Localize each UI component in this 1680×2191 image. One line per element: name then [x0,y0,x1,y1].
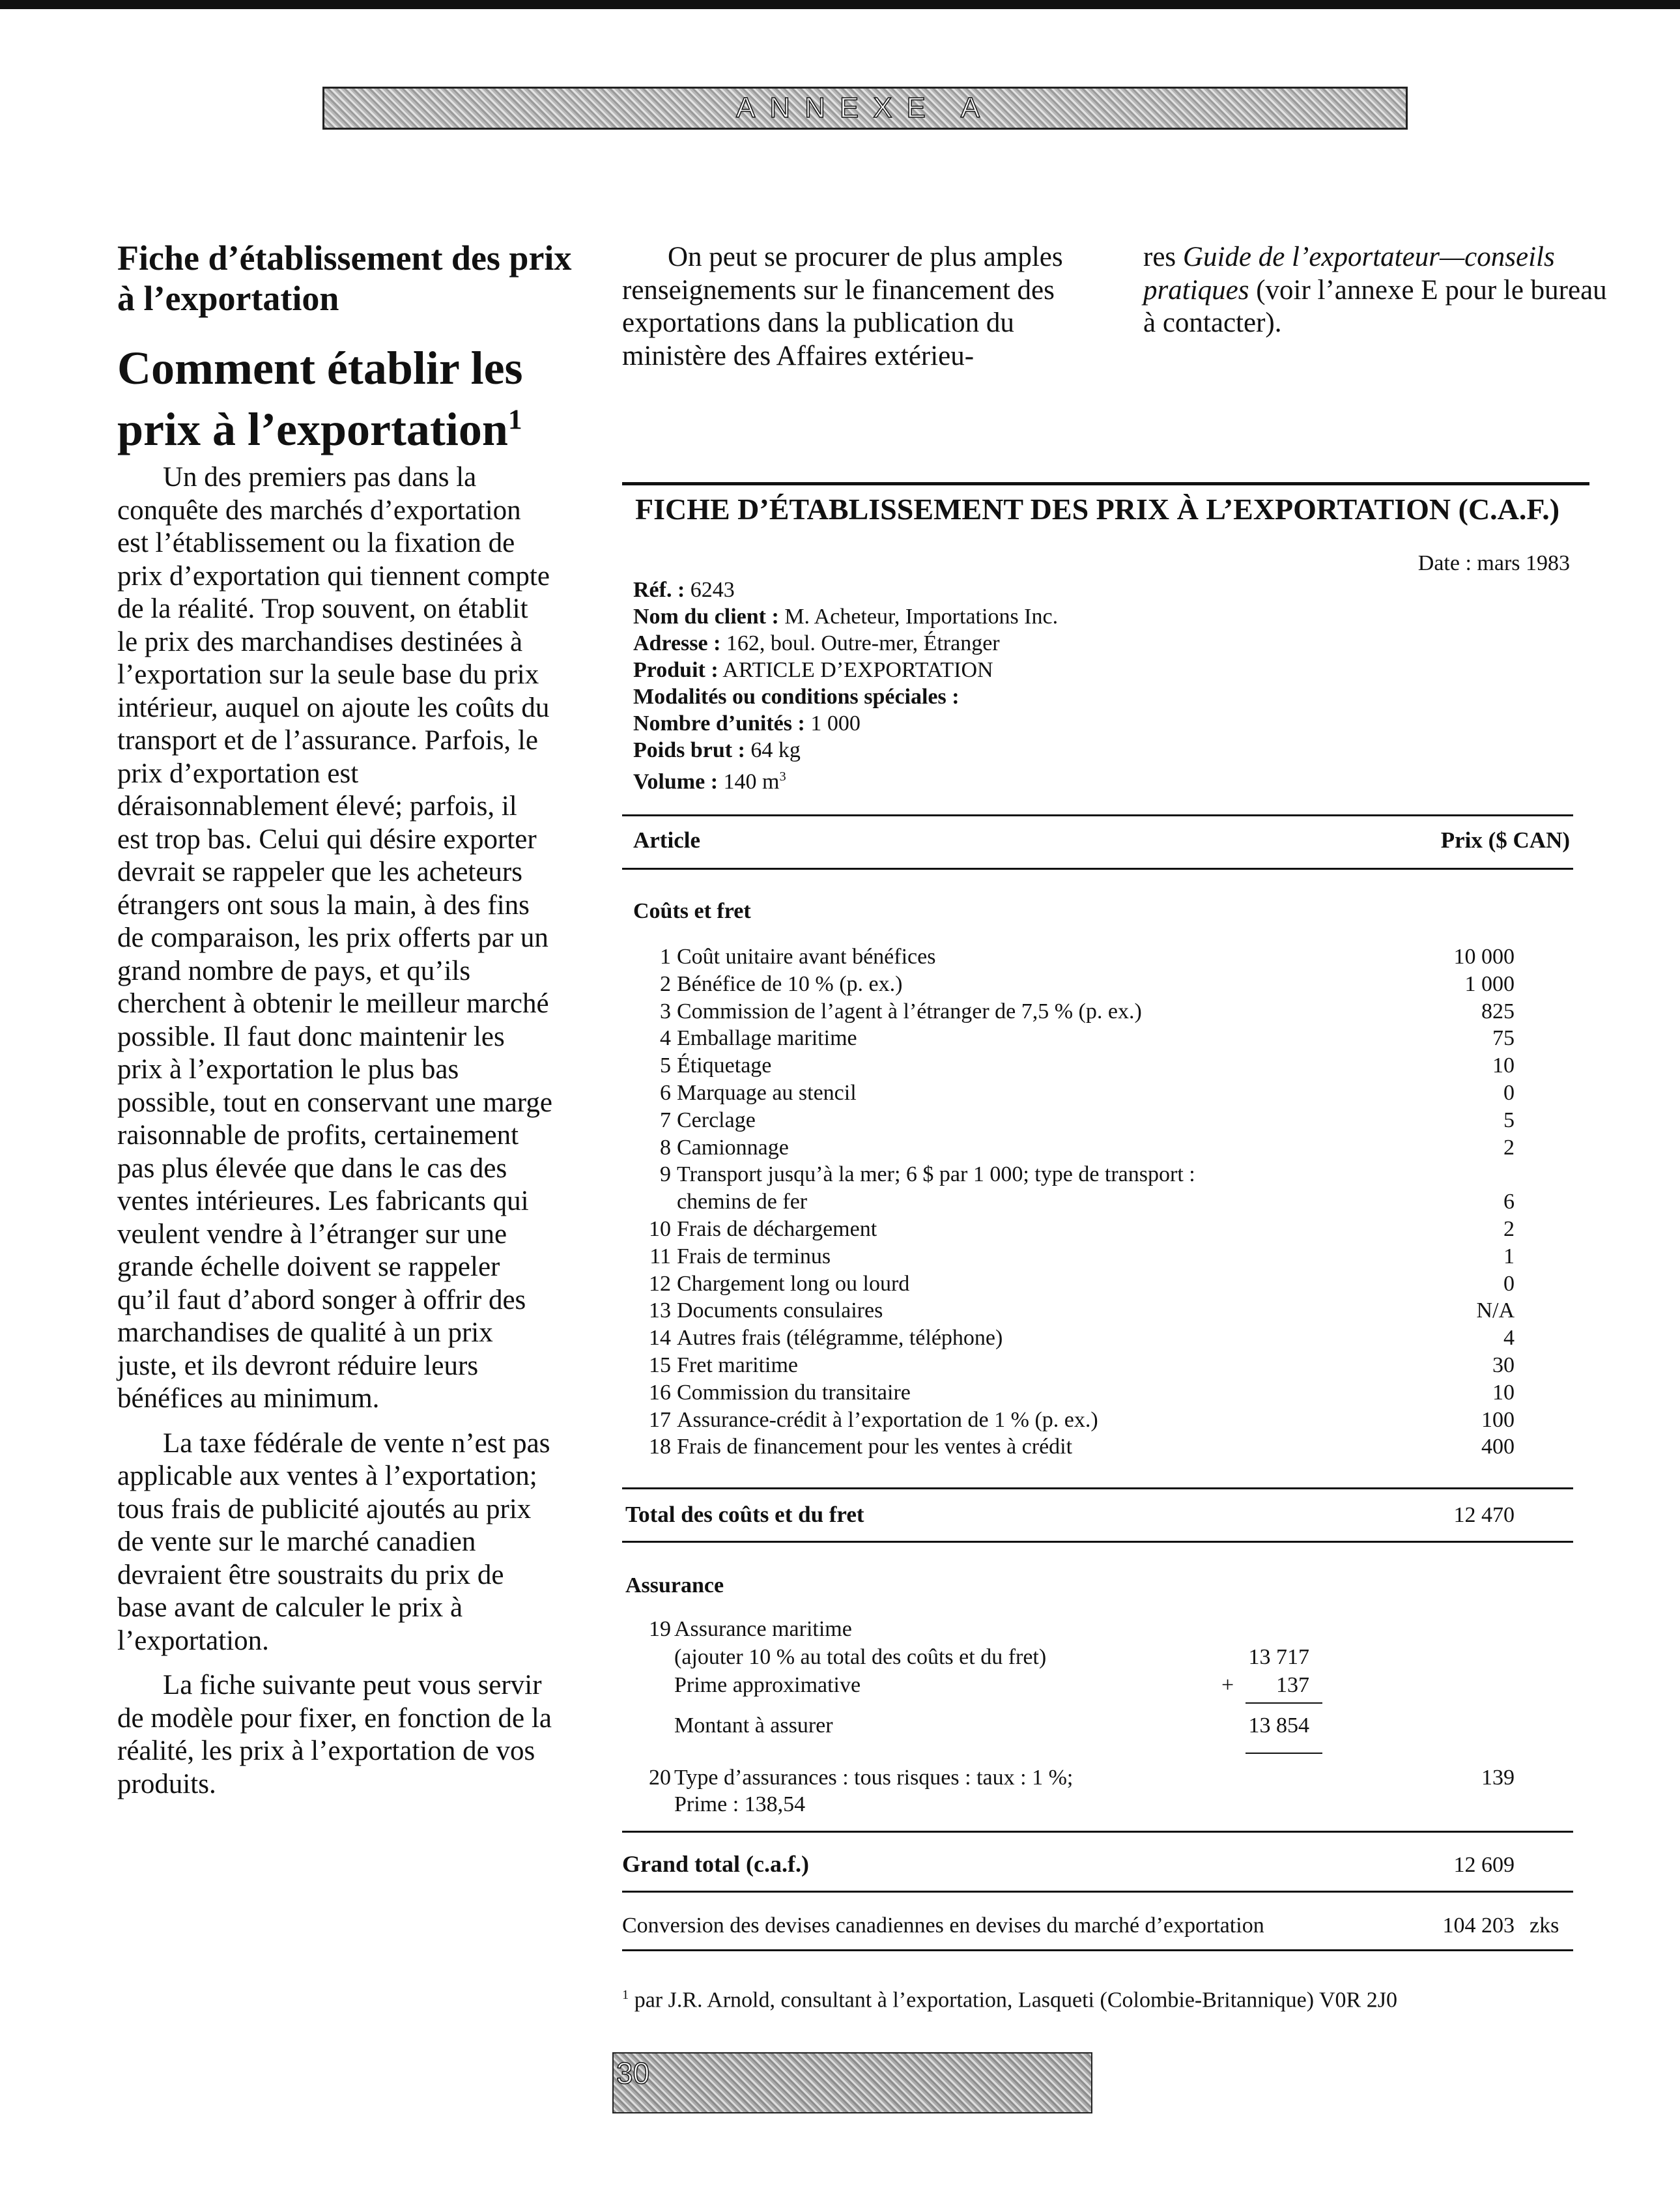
item-value: N/A [1476,1298,1515,1323]
info-client: Nom du client : M. Acheteur, Importations Inc. [633,605,1059,629]
annex-banner [322,87,1408,130]
item-value: 100 [1481,1407,1515,1432]
footer-bar [612,2052,1092,2113]
cost-item-row [632,1080,1576,1106]
cost-item-row [632,1297,1576,1324]
item-number: 5 [660,1053,671,1078]
conversion-unit: zks [1530,1913,1559,1938]
item-value: 400 [1481,1435,1515,1459]
section-insurance-heading: Assurance [625,1573,724,1597]
conversion-rule [622,1949,1573,1951]
column-header-price: Prix ($ CAN) [1440,827,1570,853]
info-volume: Volume : 140 $m^3$ [633,769,786,794]
item-number: 2 [660,971,671,996]
item-label: chemins de fer [677,1190,808,1214]
paragraph-1: Un des premiers pas dans la conquête des marchés d’exportation est l’établissement ou la fixation de prix d’exportation qui tiennent compte de la réalité. Trop souvent, on établit le prix des marchandises destinées à l’exportation sur la seule base du prix intérieur, auquel on ajoute les coûts du transport et de l’assurance. Parfois, le prix d’exportation est déraisonnablement élevé; parfois, il est trop bas. Celui qui désire exporter devrait se rappeler que les acheteurs étrangers ont sous la main, à des fins de comparaison, les prix offerts par un grand nombre de pays, et qu’ils cherchent à obtenir le meilleur marché possible. Il faut donc maintenir les prix à l’exportation le plus bas possible, tout en conservant une marge raisonnable de profits, certainement pas plus élevée que dans le cas des ventes intérieures. Les fabricants qui veulent vendre à l’étranger sur une grande échelle doivent se rappeler qu’il faut d’abord songer à offrir des marchandises de qualité à un prix juste, et ils devront réduire leurs bénéfices au minimum. [117,462,552,1414]
item-value: 30 [1492,1353,1515,1377]
item-number: 8 [660,1135,671,1160]
info-conditions: Modalités ou conditions spéciales : [633,685,960,709]
item-label: Chargement long ou lourd [677,1271,910,1296]
item-label: Transport jusqu’à la mer; 6 $ par 1 000; type de transport : [677,1162,1195,1187]
item-number: 15 [649,1353,671,1377]
left-body [117,461,552,1801]
cost-item-row [632,1052,1576,1079]
info-units: Nombre d’unités : 1 000 [633,711,861,736]
conversion-value: 104 203 [1442,1913,1515,1938]
item-value: 0 [1503,1271,1515,1296]
item-number: 11 [649,1244,671,1268]
total-rule-bottom [622,1541,1573,1543]
cost-item-row [632,943,1576,970]
item-label: Bénéfice de 10 % (p. ex.) [677,971,903,996]
item-value: 10 [1492,1053,1515,1078]
insurance-item-20: 20 Type d’assurances : tous risques : taux : 1 %; Prime : 138,54 139 [649,1766,1515,1816]
total-label: Total des coûts et du fret [625,1502,864,1527]
total-rule-top [622,1487,1573,1489]
item-number: 17 [649,1407,671,1432]
item-label: Frais de déchargement [677,1217,877,1241]
item-value: 2 [1503,1135,1515,1160]
item-label: Assurance-crédit à l’exportation de 1 % (p. ex.) [677,1407,1098,1432]
info-product: Produit : ARTICLE D’EXPORTATION [633,658,993,682]
item-label: Cerclage [677,1108,756,1132]
item-value: 4 [1503,1326,1515,1351]
item-label: Commission du transitaire [677,1380,911,1405]
cost-item-row [632,1025,1576,1052]
item-number: 4 [660,1026,671,1051]
insured-underline [1246,1753,1322,1754]
item-number: 12 [649,1271,671,1296]
item-value: 5 [1503,1108,1515,1132]
item-number: 16 [649,1380,671,1405]
top-edge [0,0,1680,9]
form-top-rule [622,482,1589,485]
section-subtitle: Fiche d’établissement des prix à l’exportation [117,238,572,318]
item-label: Documents consulaires [677,1298,883,1323]
item-value: 1 [1503,1244,1515,1268]
cost-item-row [632,1188,1576,1215]
grand-total-value: 12 609 [1453,1853,1515,1877]
form-date: Date : mars 1983 [1417,551,1570,575]
grand-total-rule-top [622,1831,1573,1833]
cost-item-row [632,1379,1576,1406]
cost-item-row [632,998,1576,1025]
cost-item-row [632,1216,1576,1242]
grand-total-rule-bottom [622,1891,1573,1893]
item-number: 7 [660,1108,671,1132]
item-label: Marquage au stencil [677,1081,857,1105]
item-label: Étiquetage [677,1053,772,1078]
column-header-article: Article [633,827,700,853]
title-footnote-marker: 1 [507,405,522,435]
item-value: 825 [1481,999,1515,1024]
prime-underline [1246,1702,1322,1704]
conversion-label: Conversion des devises canadiennes en devises du marché d’exportation [622,1913,1264,1938]
item-number: 6 [660,1081,671,1105]
item-label: Emballage maritime [677,1026,857,1051]
info-weight: Poids brut : 64 kg [633,738,801,762]
item-label: Frais de financement pour les ventes à crédit [677,1435,1073,1459]
intro-column-2: res Guide de l’exportateur—conseils pratiques (voir l’annexe E pour le bureau à contacter). [1143,242,1607,338]
cost-item-row [632,1134,1576,1161]
item-label: Commission de l’agent à l’étranger de 7,5 % (p. ex.) [677,999,1142,1024]
item-label: Autres frais (télégramme, téléphone) [677,1326,1003,1351]
client-info [633,577,1415,795]
cost-item-row [632,1243,1576,1270]
item-value: 2 [1503,1217,1515,1241]
item-value: 6 [1503,1190,1515,1214]
cost-item-row [632,1107,1576,1134]
total-value: 12 470 [1453,1503,1515,1527]
cost-item-row [632,1270,1576,1297]
page-title: Comment établir les prix à l’exportation$^1$ [117,342,523,455]
insurance-item-19: 19 Assurance maritime (ajouter 10 % au total des coûts et du fret) 13 717 Prime approximative + 137 [649,1617,1309,1697]
item-label: Fret maritime [677,1353,799,1377]
banner-label: ANNEXE A [735,92,995,124]
footnote-marker: 1 [622,1988,629,2002]
item-value: 1 000 [1464,971,1515,996]
item-label: Frais de terminus [677,1244,831,1268]
item-label: Coût unitaire avant bénéfices [677,945,936,969]
footnote: $^1$ par J.R. Arnold, consultant à l’exportation, Lasqueti (Colombie-Britannique) V0R 2J0 [622,1988,1397,2012]
section-costs-heading: Coûts et fret [633,899,751,923]
item-value: 0 [1503,1081,1515,1105]
cost-item-row [632,1325,1576,1351]
cost-item-row [632,1407,1576,1433]
item-number: 13 [649,1298,671,1323]
item-label: Camionnage [677,1135,789,1160]
item-number: 1 [660,945,671,969]
info-ref: Réf. : 6243 [633,578,735,602]
info-address: Adresse : 162, boul. Outre-mer, Étranger [633,631,1000,655]
item-number: 18 [649,1435,671,1459]
item-number: 9 [660,1162,671,1187]
item-number: 14 [649,1326,671,1351]
paragraph-2: La taxe fédérale de vente n’est pas applicable aux ventes à l’exportation; tous frais de publicité ajoutés au prix de vente sur le marché canadien devraient être soustraits du prix de base avant de calculer le prix à l’exportation. [117,1427,550,1656]
page-number: 30 [616,2056,650,2090]
item-value: 10 [1492,1380,1515,1405]
cost-item-row [632,971,1576,997]
intro-column-1: On peut se procurer de plus amples renseignements sur le financement des exportations dans la publication du ministère des Affaires extérieu- [622,242,1063,371]
header-rule-bottom [622,868,1573,870]
cost-item-row [632,1161,1576,1188]
publication-title: Guide de l’exportateur—conseils pratiques [1143,242,1555,306]
item-number: 10 [649,1217,671,1241]
form-title: FICHE D’ÉTABLISSEMENT DES PRIX À L’EXPORTATION (C.A.F.) [635,493,1560,526]
item-value: 10 000 [1453,945,1515,969]
header-rule-top [622,814,1573,816]
paragraph-3: La fiche suivante peut vous servir de modèle pour fixer, en fonction de la réalité, les prix à l’exportation de vos produits. [117,1670,552,1799]
cost-item-row [632,1433,1576,1460]
item-number: 3 [660,999,671,1024]
cost-item-row [632,1352,1576,1379]
grand-total-label: Grand total (c.a.f.) [622,1851,809,1877]
item-value: 75 [1492,1026,1515,1051]
